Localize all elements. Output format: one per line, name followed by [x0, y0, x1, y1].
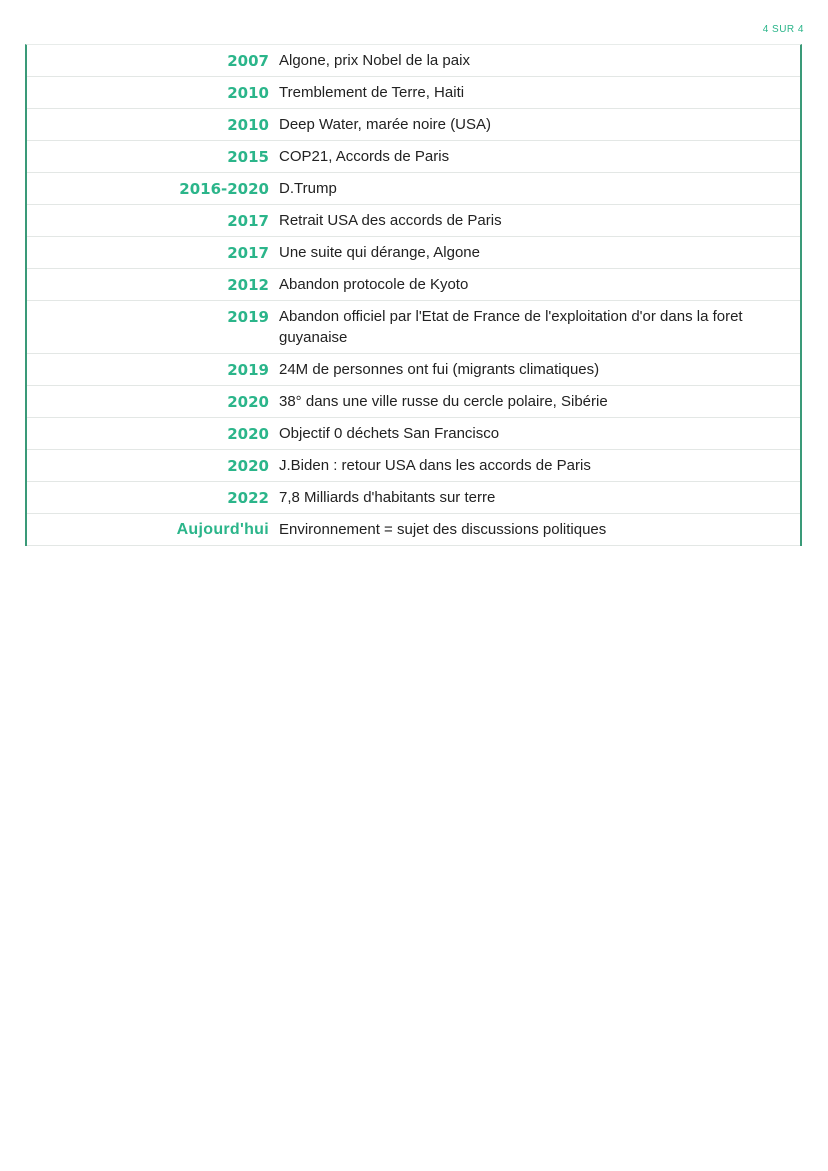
- timeline-event: 7,8 Milliards d'habitants sur terre: [279, 489, 496, 506]
- timeline-event: 38° dans une ville russe du cercle polaire, Sibérie: [279, 393, 608, 410]
- timeline-row: [27, 141, 800, 173]
- timeline-row: [27, 301, 800, 354]
- timeline-event: Objectif 0 déchets San Francisco: [279, 425, 500, 442]
- timeline-date: 2022: [227, 489, 269, 507]
- timeline-table: [25, 44, 802, 546]
- timeline-event: 24M de personnes ont fui (migrants climatiques): [279, 361, 600, 378]
- timeline-date: 2010: [227, 84, 269, 102]
- timeline-event: Abandon officiel par l'Etat de France de l'exploitation d'or dans la foret guyanaise: [279, 308, 743, 346]
- timeline-event: Tremblement de Terre, Haiti: [279, 84, 465, 101]
- timeline-event: Environnement = sujet des discussions politiques: [279, 521, 607, 538]
- timeline-event: J.Biden : retour USA dans les accords de Paris: [279, 457, 591, 474]
- timeline-date: 2007: [227, 52, 269, 70]
- timeline-date: 2019: [227, 308, 269, 326]
- timeline-row: [27, 450, 800, 482]
- timeline-date: 2020: [227, 393, 269, 411]
- timeline-row: [27, 514, 800, 546]
- timeline-row: [27, 386, 800, 418]
- timeline-row: [27, 237, 800, 269]
- timeline-event: Deep Water, marée noire (USA): [279, 116, 492, 133]
- timeline-date: 2020: [227, 425, 269, 443]
- timeline-row: [27, 173, 800, 205]
- timeline-row: [27, 77, 800, 109]
- timeline-date: 2019: [227, 361, 269, 379]
- timeline-date: 2020: [227, 457, 269, 475]
- timeline-row: [27, 354, 800, 386]
- timeline-row: [27, 269, 800, 301]
- timeline-date: 2015: [227, 148, 269, 166]
- timeline-date: 2017: [227, 212, 269, 230]
- timeline-date: 2012: [227, 276, 269, 294]
- page-number: 4 SUR 4: [762, 24, 804, 35]
- timeline-date: 2017: [227, 244, 269, 262]
- timeline-date: 2016-2020: [179, 180, 269, 198]
- timeline-event: Retrait USA des accords de Paris: [279, 212, 502, 229]
- timeline-event: D.Trump: [279, 180, 337, 197]
- timeline-row: [27, 109, 800, 141]
- timeline-row: [27, 482, 800, 514]
- timeline-date: Aujourd'hui: [176, 521, 269, 538]
- timeline-row: [27, 418, 800, 450]
- timeline-date: 2010: [227, 116, 269, 134]
- timeline-event: Algone, prix Nobel de la paix: [279, 52, 470, 69]
- timeline-event: COP21, Accords de Paris: [279, 148, 450, 165]
- timeline-row: [27, 205, 800, 237]
- timeline-event: Une suite qui dérange, Algone: [279, 244, 480, 261]
- timeline-event: Abandon protocole de Kyoto: [279, 276, 469, 293]
- timeline-row: [27, 45, 800, 77]
